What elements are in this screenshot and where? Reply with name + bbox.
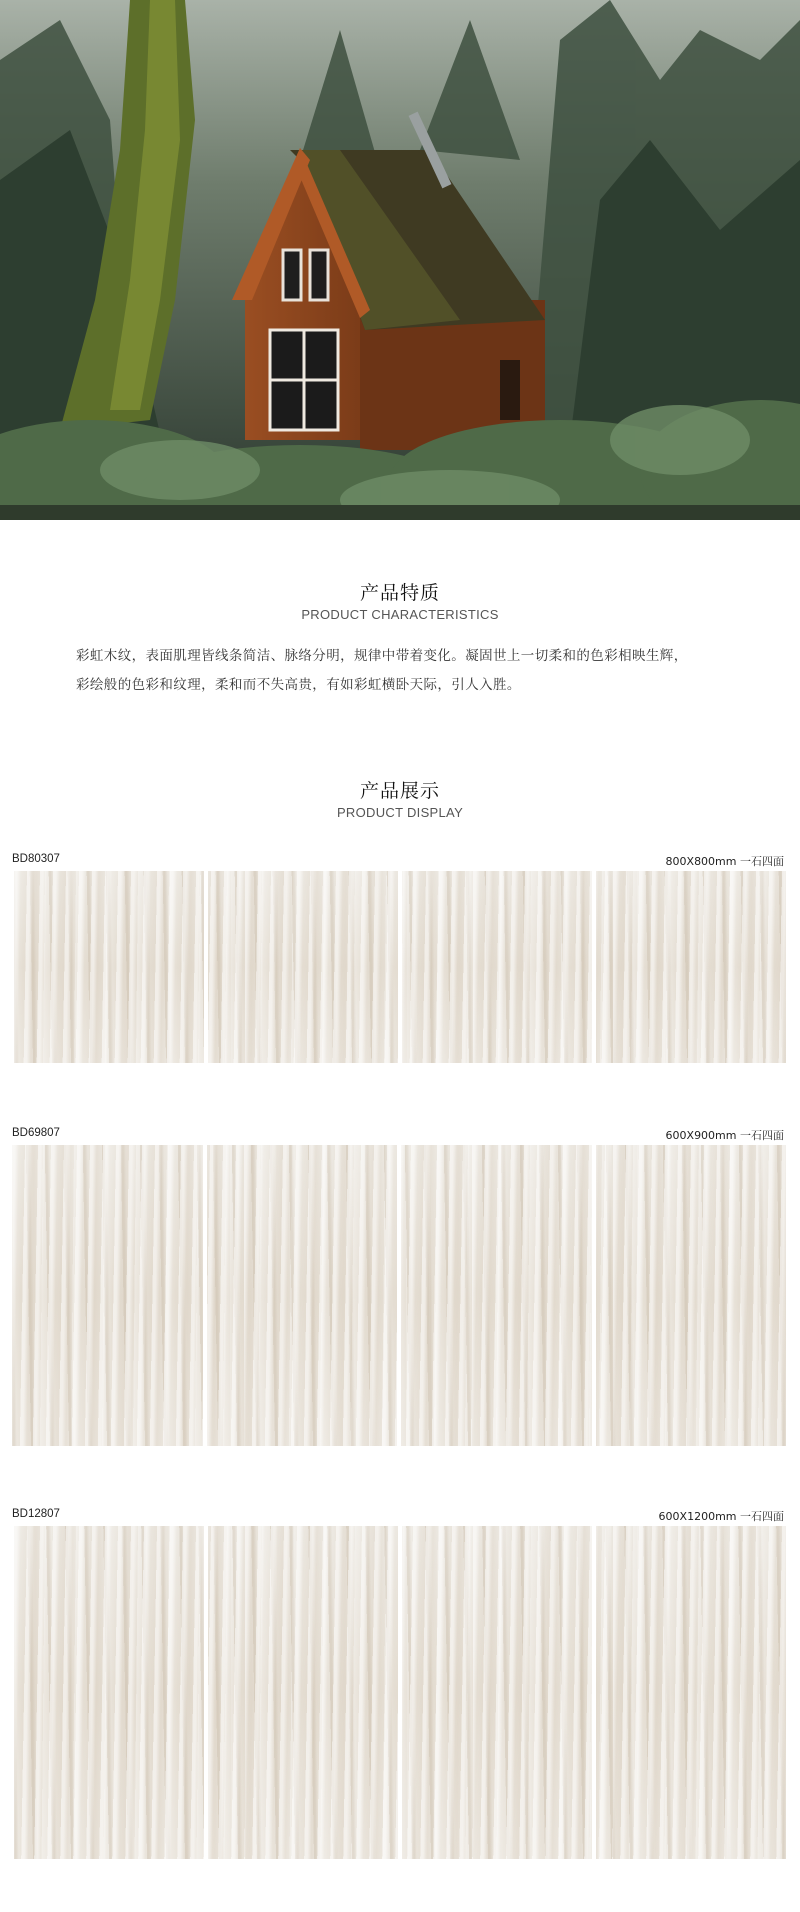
tile-image xyxy=(596,1145,787,1446)
tile-image xyxy=(596,871,786,1063)
tile-image xyxy=(12,1145,203,1446)
characteristics-title-cn: 产品特质 xyxy=(359,582,440,604)
characteristics-title-en: PRODUCT CHARACTERISTICS xyxy=(301,607,499,622)
product-size: 600X900mm 一石四面 xyxy=(665,1129,784,1142)
product-row xyxy=(0,1127,800,1457)
tile-image xyxy=(207,1145,398,1446)
display-title-en: PRODUCT DISPLAY xyxy=(336,805,464,820)
product-code: BD12807 xyxy=(12,1508,60,1520)
tile-gallery xyxy=(14,1526,786,1859)
tile-image xyxy=(401,1145,592,1446)
tile-image xyxy=(402,1526,592,1859)
tile-image xyxy=(208,1526,398,1859)
tile-image xyxy=(402,871,592,1063)
tile-gallery xyxy=(12,1145,786,1446)
display-title-cn: 产品展示 xyxy=(359,780,440,802)
product-code: BD69807 xyxy=(12,1127,60,1139)
product-code: BD80307 xyxy=(12,853,60,865)
tile-image xyxy=(14,871,204,1063)
product-row xyxy=(0,853,800,1068)
description-line-1: 彩虹木纹，表面肌理皆线条简洁、脉络分明，规律中带着变化。凝固世上一切柔和的色彩相映生辉， xyxy=(76,648,688,664)
product-row xyxy=(0,1508,800,1868)
tile-image xyxy=(596,1526,786,1859)
tile-image xyxy=(14,1526,204,1859)
hero-cabin-photo xyxy=(0,0,800,520)
tile-gallery xyxy=(14,871,786,1063)
display-heading xyxy=(0,778,800,822)
product-size: 600X1200mm 一石四面 xyxy=(658,1510,784,1523)
product-size: 800X800mm 一石四面 xyxy=(665,855,784,868)
cabin-forest-illustration xyxy=(0,0,800,520)
description-line-2: 彩绘般的色彩和纹理，柔和而不失高贵，有如彩虹横卧天际，引人入胜。 xyxy=(76,677,521,693)
characteristics-description xyxy=(76,642,736,700)
characteristics-heading xyxy=(0,580,800,624)
tile-image xyxy=(208,871,398,1063)
